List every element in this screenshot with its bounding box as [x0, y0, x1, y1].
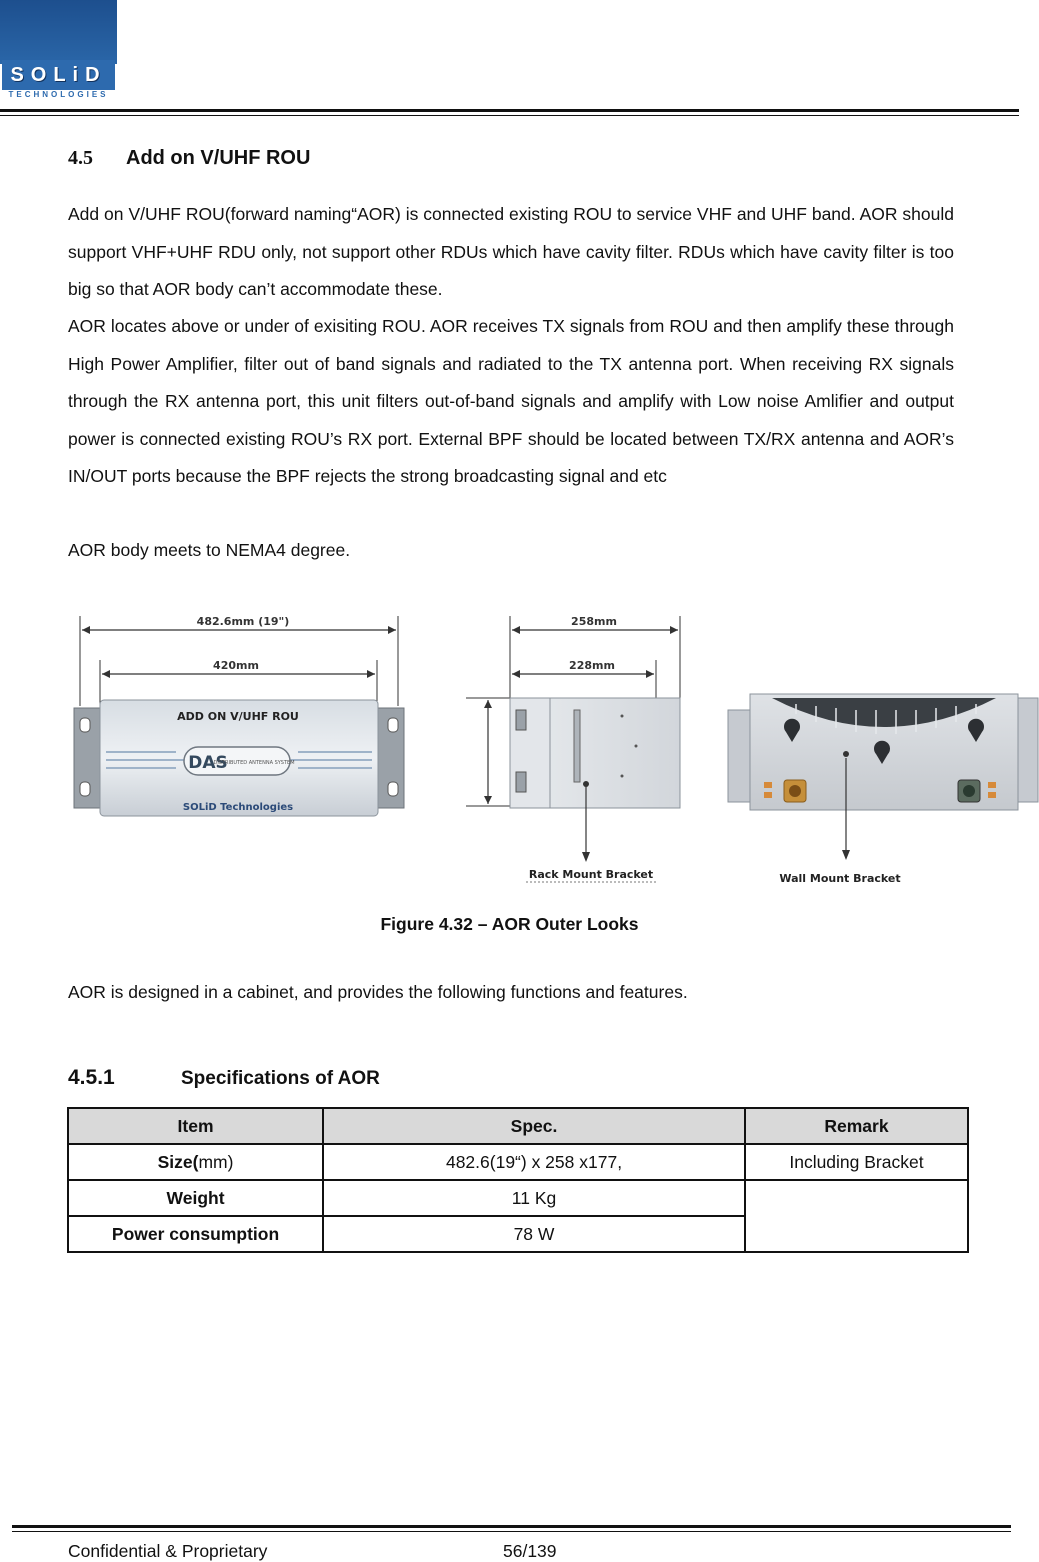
subsection-number: 4.5.1	[68, 1066, 115, 1089]
rear-view	[728, 694, 1038, 885]
logo-wordmark: SOLiD	[2, 60, 115, 90]
paragraph-operation: AOR locates above or under of exisiting ROU. AOR receives TX signals from ROU and then amplify these through High Power Amplifier, filter out of band signals and radiated to the TX antenna port. When receiving RX signals through the RX antenna port, this unit filters out-of-band signals and amplify with Low noise Amlifier and output power is connected existing ROU’s RX port. External BPF should be located between TX/RX antenna and AOR’s IN/OUT ports because the BPF rejects the strong broadcasting signal and etc	[68, 316, 954, 486]
page-number: 56/139	[503, 1541, 557, 1561]
cell-item: Weight	[68, 1180, 323, 1216]
cell-remark: Including Bracket	[745, 1144, 968, 1180]
section-number: 4.5	[68, 147, 93, 169]
header-item: Item	[68, 1108, 323, 1144]
footer-rule-thin	[12, 1531, 1011, 1532]
dim-overall-depth: 258mm	[571, 615, 617, 628]
dim-overall-width: 482.6mm (19")	[196, 615, 290, 628]
logo-background	[0, 0, 117, 64]
spec-table	[67, 1107, 969, 1253]
das-logo: DAS	[188, 753, 228, 773]
front-view	[74, 614, 404, 816]
subsection-heading	[68, 1066, 380, 1090]
header-spec: Spec.	[323, 1108, 745, 1144]
cell-item	[68, 1144, 323, 1180]
item-size: Size(	[157, 1151, 199, 1172]
cell-remark-merged	[745, 1180, 968, 1252]
footer-confidential: Confidential & Proprietary	[68, 1541, 268, 1561]
header-rule	[0, 109, 1019, 112]
table-row	[68, 1180, 968, 1216]
logo-subtitle: TECHNOLOGIES	[8, 90, 109, 99]
dim-body-depth: 228mm	[569, 659, 615, 672]
footer-rule	[12, 1525, 1011, 1528]
das-subtitle: DISTRIBUTED ANTENNA SYSTEM	[213, 760, 295, 766]
cell-item: Power consumption	[68, 1216, 323, 1252]
wall-mount-bracket-label: Wall Mount Bracket	[779, 872, 901, 885]
item-size-unit: mm)	[198, 1151, 234, 1172]
front-panel-label: ADD ON V/UHF ROU	[177, 710, 299, 723]
side-view	[466, 614, 680, 882]
figure-caption: Figure 4.32 – AOR Outer Looks	[380, 914, 639, 934]
cell-spec: 482.6(19“) x 258 x177,	[323, 1144, 745, 1180]
header-rule-thin	[0, 115, 1019, 116]
paragraph-intro: Add on V/UHF ROU(forward naming“AOR) is connected existing ROU to service VHF and UHF band. AOR should support VHF+UHF RDU only, not support other RDUs which have cavity filter. RDUs which have cavity filter is too big so that AOR body can’t accommodate these.	[68, 204, 954, 299]
section-heading	[68, 147, 310, 170]
section-title: Add on V/UHF ROU	[126, 147, 311, 169]
header-remark: Remark	[745, 1108, 968, 1144]
aor-figure	[66, 606, 1039, 896]
functions-intro: AOR is designed in a cabinet, and provides the following functions and features.	[68, 982, 688, 1002]
paragraph-nema: AOR body meets to NEMA4 degree.	[68, 540, 351, 560]
subsection-title: Specifications of AOR	[181, 1068, 380, 1089]
dim-body-width: 420mm	[213, 659, 259, 672]
table-header-row	[68, 1108, 968, 1144]
company-logo	[0, 0, 117, 100]
table-row	[68, 1144, 968, 1180]
rack-mount-bracket-label: Rack Mount Bracket	[528, 868, 654, 881]
front-brand: SOLiD Technologies	[182, 802, 294, 813]
aor-outer-looks-image	[66, 606, 1039, 896]
cell-spec: 11 Kg	[323, 1180, 745, 1216]
cell-spec: 78 W	[323, 1216, 745, 1252]
